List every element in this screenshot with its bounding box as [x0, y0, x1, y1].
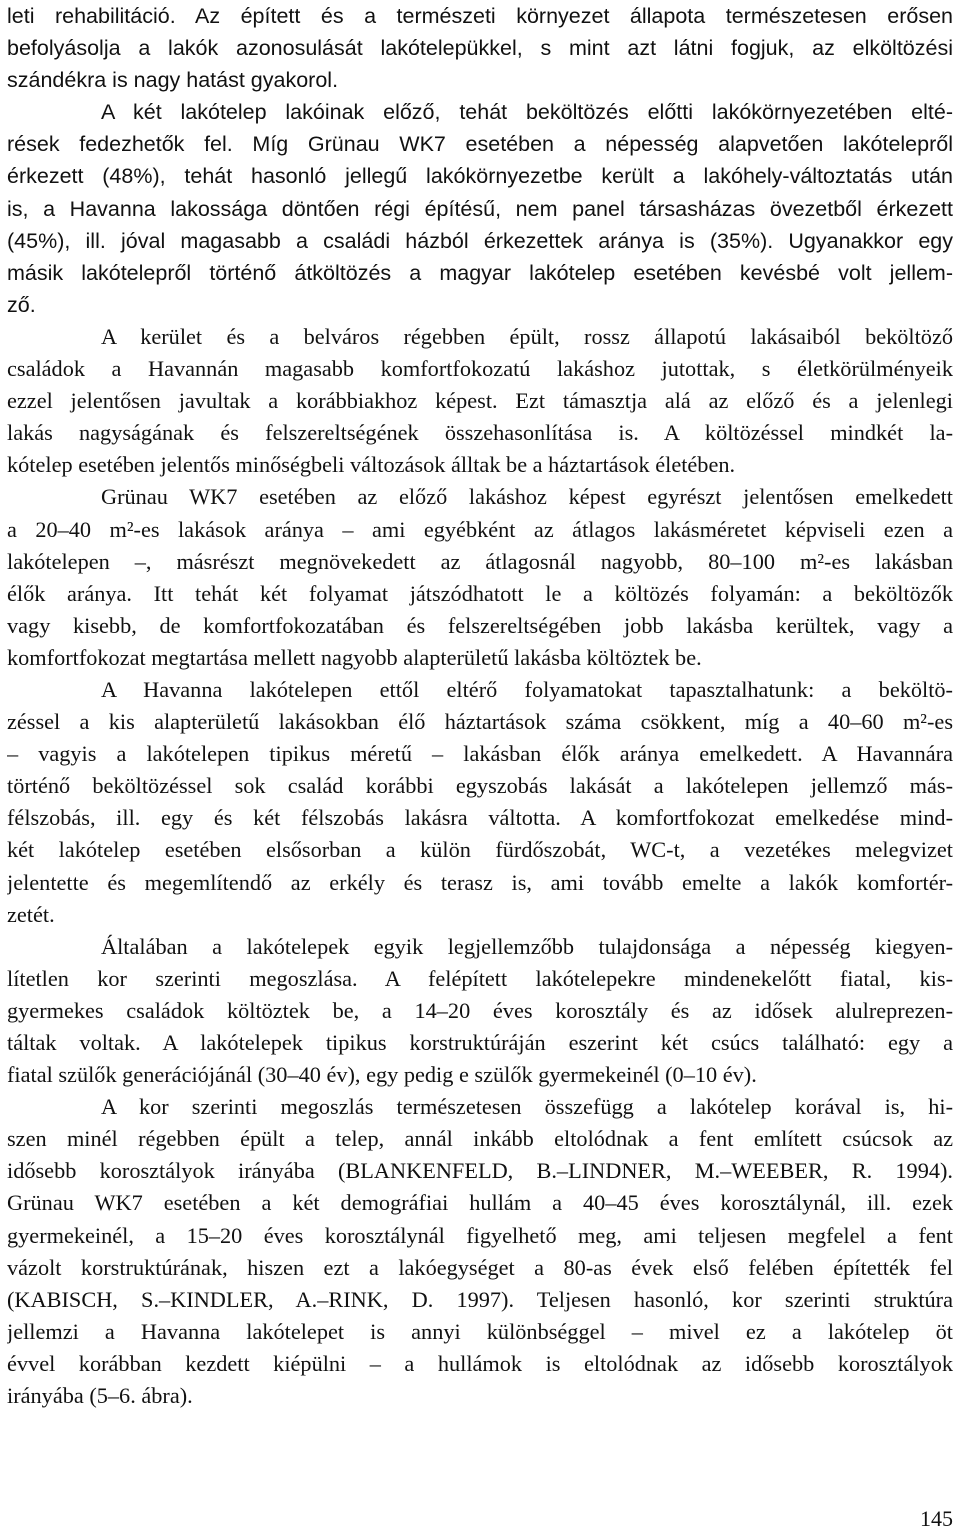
- text-line: rések fedezhetők fel. Míg Grünau WK7 esetében a népesség alapvetően lakótelepről: [7, 132, 953, 157]
- text-line: jellemzi a Havanna lakótelepet is annyi különbséggel – mivel ez a lakótelep öt: [7, 1318, 953, 1344]
- text-line: lakótelepen –, másrészt megnövekedett az átlagosnál nagyobb, 80–100 m²-es lakásban: [7, 548, 953, 574]
- page-number: 145: [920, 1506, 953, 1531]
- text-line: gyermekes családok költöztek be, a 14–20 éves korosztály és az idősek alulreprezen-: [7, 997, 953, 1023]
- text-line: fiatal szülők generációjánál (30–40 év), egy pedig e szülők gyermekeinél (0–10 év).: [7, 1062, 757, 1088]
- text-line: másik lakótelepről történő átköltözés a magyar lakótelep esetében kevésbé volt jellem-: [7, 260, 953, 285]
- text-line: komfortfokozat megtartása mellett nagyobb alapterületű lakásba költöztek be.: [7, 644, 702, 670]
- text-line: szen minél régebben épült a telep, annál inkább eltolódnak a fent említett csúcsok az: [7, 1126, 953, 1152]
- text-line: (KABISCH, S.–KINDLER, A.–RINK, D. 1997). Teljesen hasonló, kor szerinti struktúra: [7, 1286, 953, 1312]
- text-line: szándékra is nagy hatást gyakorol.: [7, 68, 339, 93]
- text-line: félszobás, ill. egy és két félszobás lakásra váltotta. A komfortfokozat emelkedése mind-: [7, 805, 953, 831]
- text-line: zéssel a kis alapterületű lakásokban élő háztartások száma csökkent, míg a 40–60 m²-es: [7, 709, 953, 735]
- text-line: vagy kisebb, de komfortfokozatában és felszereltségében jobb lakásba kerültek, vagy a: [7, 612, 953, 638]
- text-line: ezzel jelentősen javultak a korábbiakhoz képest. Ezt támasztja alá az előző és a jelenlegi: [7, 388, 953, 414]
- text-line: is, a Havanna lakossága döntően régi építésű, nem panel társasházas övezetből érkezett: [7, 196, 953, 221]
- text-line: zetét.: [7, 901, 55, 927]
- text-line: lakás nagyságának és felszereltségének összehasonlítása is. A költözéssel mindkét la-: [7, 420, 953, 446]
- text-line: családok a Havannán magasabb komfortfokozatú lakáshoz jutottak, s életkörülményeik: [7, 356, 953, 382]
- text-line: élők aránya. Itt tehát két folyamat játszódhatott le a költözés folyamán: a beköltözők: [7, 580, 953, 606]
- text-line: érkezett (48%), tehát hasonló jellegű lakókörnyezetbe került a lakóhely-változtatás után: [7, 164, 953, 189]
- text-line: táltak voltak. A lakótelepek tipikus korstruktúráján eszerint két csúcs található: egy a: [7, 1030, 953, 1055]
- text-line: Grünau WK7 esetében a két demográfiai hullám a 40–45 éves korosztálynál, ill. ezek: [7, 1190, 953, 1216]
- text-line: ző.: [7, 292, 36, 317]
- text-line: a 20–40 m²-es lakások aránya – ami egyébként az átlagos lakásméretet képviseli ezen a: [7, 516, 953, 542]
- text-line: vázolt korstruktúrának, hiszen ezt a lakóegységet a 80-as évek első felében építették fel: [7, 1254, 953, 1280]
- text-line: – vagyis a lakótelepen tipikus méretű – lakásban élők aránya emelkedett. A Havannára: [7, 741, 953, 767]
- text-line: befolyásolja a lakók azonosulását lakótelepükkel, s mint azt látni fogjuk, az elköltözési: [7, 36, 953, 61]
- body-text: [7, 0, 953, 1412]
- text-line: évvel korábban kezdett kiépülni – a hullámok is eltolódnak az idősebb korosztályok: [7, 1350, 953, 1376]
- text-line: leti rehabilitáció. Az épített és a természeti környezet állapota természetesen erősen: [7, 4, 953, 28]
- text-line: gyermekeinél, a 15–20 éves korosztálynál figyelhető meg, ami teljesen megfelel a fent: [7, 1222, 953, 1248]
- text-line: lítetlen kor szerinti megoszlása. A felépített lakótelepekre mindenekelőtt fiatal, kis-: [7, 965, 953, 991]
- text-line: A két lakótelep lakóinak előző, tehát beköltözés előtti lakókörnyezetében elté-: [101, 100, 953, 125]
- text-line: (45%), ill. jóval magasabb a családi házból érkezettek aránya is (35%). Ugyanakkor egy: [7, 228, 953, 253]
- text-line: kótelep esetében jelentős minőségbeli változások álltak be a háztartások életében.: [7, 452, 736, 478]
- text-line: történő beköltözéssel sok család korábbi egyszobás lakását a lakótelepen jellemző más-: [7, 773, 953, 799]
- text-line: A kerület és a belváros régebben épült, rossz állapotú lakásaiból beköltöző: [101, 323, 953, 349]
- text-line: idősebb korosztályok irányába (BLANKENFELD, B.–LINDNER, M.–WEEBER, R. 1994).: [7, 1158, 953, 1184]
- text-line: A kor szerinti megoszlás természetesen összefügg a lakótelep korával is, hi-: [101, 1094, 953, 1120]
- text-line: Általában a lakótelepek egyik legjellemzőbb tulajdonsága a népesség kiegyen-: [101, 933, 953, 959]
- text-line: irányába (5–6. ábra).: [7, 1383, 193, 1409]
- text-line: Grünau WK7 esetében az előző lakáshoz képest egyrészt jelentősen emelkedett: [101, 484, 953, 510]
- text-line: két lakótelep esetében elsősorban a külön fürdőszobát, WC-t, a vezetékes melegvizet: [7, 837, 953, 863]
- text-line: jelentette és megemlítendő az erkély és terasz is, ami tovább emelte a lakók komfortér-: [7, 869, 953, 895]
- text-line: A Havanna lakótelepen ettől eltérő folyamatokat tapasztalhatunk: a beköltö-: [101, 676, 953, 702]
